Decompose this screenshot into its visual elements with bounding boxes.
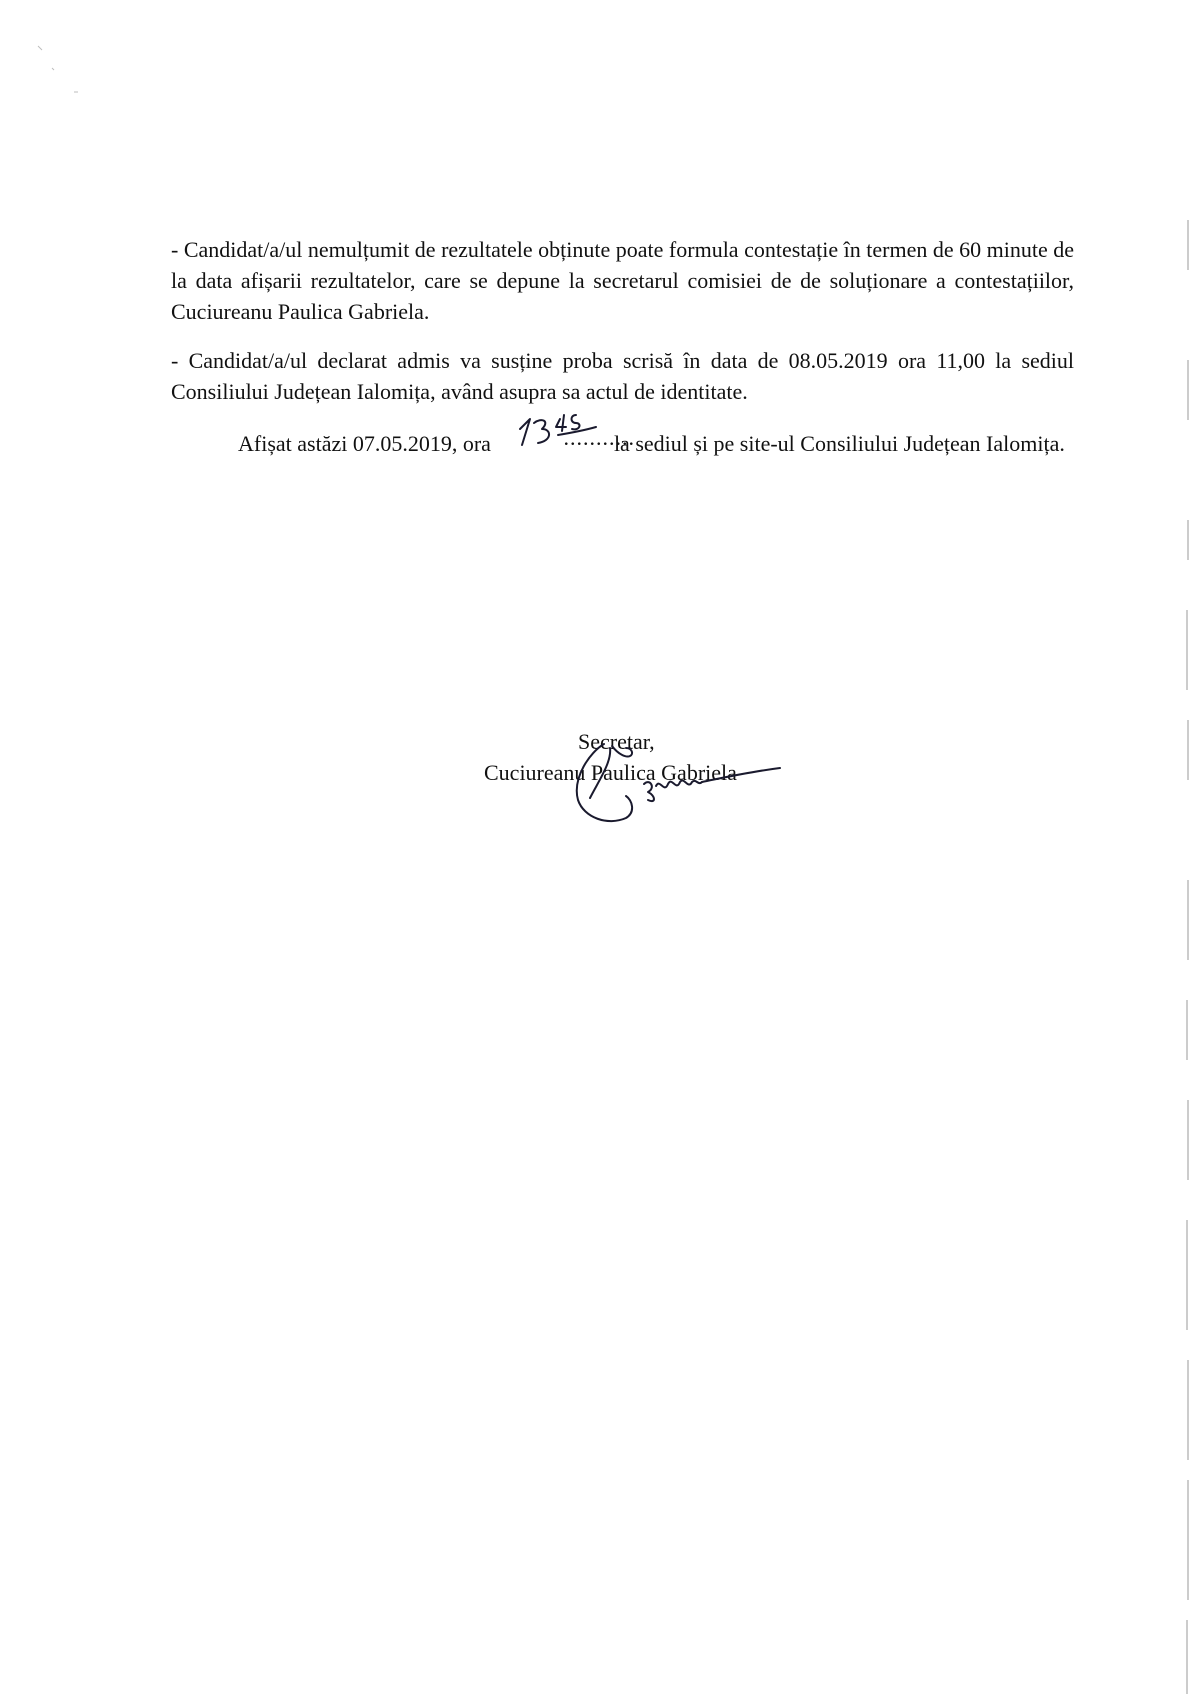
signatory-title: Secretar, [578, 729, 655, 754]
admission-paragraph: - Candidat/a/ul declarat admis va susține proba scrisă în data de 08.05.2019 ora 11,00 la sediul Consiliului Județean Ialomița, având asupra sa actul de identitate. [171, 348, 1074, 404]
handwritten-time [496, 425, 635, 451]
scan-speck [30, 40, 90, 100]
posting-paragraph [171, 425, 1074, 459]
posting-prefix: Afișat astăzi 07.05.2019, ora [238, 431, 491, 456]
posting-suffix: la sediul și pe site-ul Consiliului Județean Ialomița. [613, 431, 1065, 456]
signatory-name: Cuciureanu Paulica Gabriela [484, 760, 737, 785]
posting-dots: ........... [563, 425, 635, 450]
contestation-paragraph: - Candidat/a/ul nemulțumit de rezultatele obținute poate formula contestație în termen de 60 minute de la data afișarii rezultatelor, care se depune la secretarul comisiei de de soluționare a contestațiilor, Cuciureanu Paulica Gabriela. [171, 237, 1074, 324]
handwritten-time-drawing [514, 405, 609, 449]
scan-edge-marks [1170, 0, 1200, 1694]
handwritten-signature [552, 738, 792, 838]
